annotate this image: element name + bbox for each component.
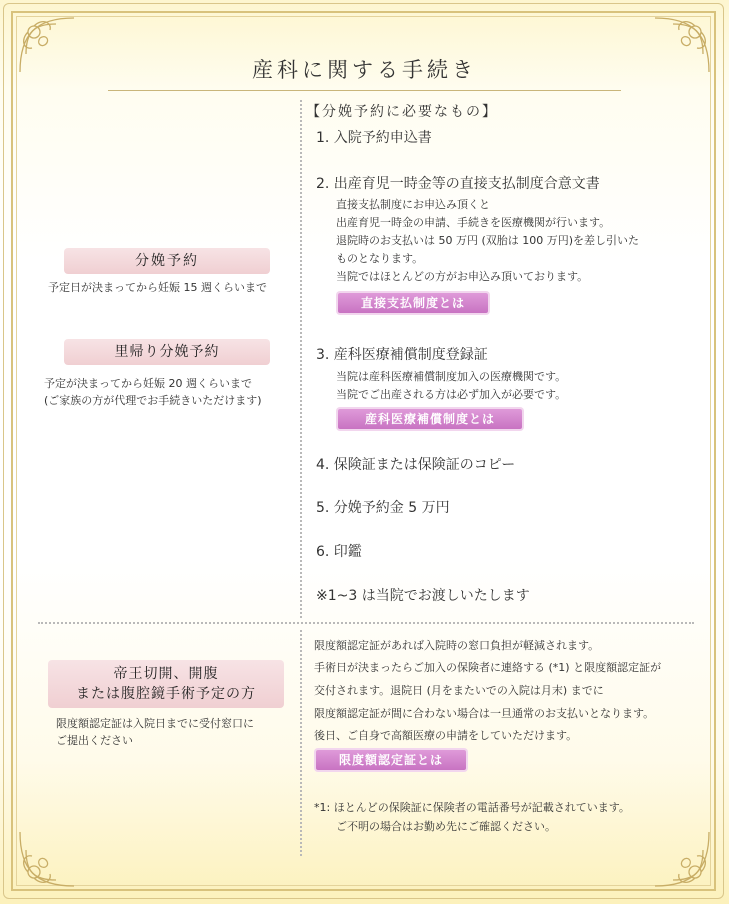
footnote: ご不明の場合はお勤め先にご確認ください。	[336, 820, 556, 833]
requirement-note: ※1~3 は当院でお渡しいたします	[316, 588, 530, 604]
section-label-delivery-reservation: 分娩予約	[64, 248, 270, 274]
section-note: 予定が決まってから妊娠 20 週くらいまで	[44, 377, 252, 390]
section-note: (ご家族の方が代理でお手続きいただけます)	[44, 394, 262, 407]
requirement-item: 3. 産科医療補償制度登録証	[316, 347, 488, 363]
requirement-detail: 出産育児一時金の申請、手続きを医療機関が行います。	[336, 216, 611, 229]
vertical-divider	[300, 100, 302, 618]
page-title: 産科に関する手続き	[252, 58, 477, 82]
requirement-item: 2. 出産育児一時金等の直接支払制度合意文書	[316, 176, 600, 192]
requirement-item: 5. 分娩予約金 5 万円	[316, 500, 450, 516]
requirement-item: 6. 印鑑	[316, 544, 362, 560]
obstetric-compensation-info-button[interactable]: 産科医療補償制度とは	[338, 409, 522, 429]
requirement-detail: ものとなります。	[336, 252, 424, 265]
limit-certificate-text: 交付されます。退院日 (月をまたいでの入院は月末) までに	[314, 684, 604, 697]
limit-certificate-text: 限度額認定証があれば入院時の窓口負担が軽減されます。	[314, 639, 600, 652]
horizontal-divider	[38, 622, 694, 624]
section-label-surgery	[48, 660, 284, 708]
vertical-divider	[300, 630, 302, 856]
requirement-detail: 退院時のお支払いは 50 万円 (双胎は 100 万円)を差し引いた	[336, 234, 640, 247]
corner-ornament-icon	[651, 828, 713, 890]
corner-ornament-icon	[16, 828, 78, 890]
section-label-line: または腹腔鏡手術予定の方	[76, 686, 256, 702]
limit-certificate-info-button[interactable]: 限度額認定証とは	[316, 750, 466, 770]
requirement-item: 4. 保険証または保険証のコピー	[316, 457, 516, 473]
requirement-detail: 当院は産科医療補償制度加入の医療機関です。	[336, 370, 567, 383]
title-underline	[108, 90, 621, 91]
requirements-heading: 【分娩予約に必要なもの】	[306, 104, 498, 120]
direct-payment-info-button[interactable]: 直接支払制度とは	[338, 293, 488, 313]
section-label-hometown-delivery: 里帰り分娩予約	[64, 339, 270, 365]
requirement-item: 1. 入院予約申込書	[316, 130, 432, 146]
requirement-detail: 当院でご出産される方は必ず加入が必要です。	[336, 388, 567, 401]
footnote: *1: ほとんどの保険証に保険者の電話番号が記載されています。	[314, 801, 630, 814]
limit-certificate-text: 後日、ご自身で高額医療の申請をしていただけます。	[314, 729, 578, 742]
section-note: 限度額認定証は入院日までに受付窓口に	[56, 717, 254, 730]
limit-certificate-text: 手術日が決まったらご加入の保険者に連絡する (*1) と限度額認定証が	[314, 661, 662, 674]
requirement-detail: 当院ではほとんどの方がお申込み頂いております。	[336, 270, 589, 283]
requirement-detail: 直接支払制度にお申込み頂くと	[336, 198, 490, 211]
section-note: ご提出ください	[56, 734, 133, 747]
section-label-line: 帝王切開、開腹	[113, 666, 219, 682]
section-note: 予定日が決まってから妊娠 15 週くらいまで	[48, 281, 267, 294]
limit-certificate-text: 限度額認定証が間に合わない場合は一旦通常のお支払いとなります。	[314, 707, 655, 720]
